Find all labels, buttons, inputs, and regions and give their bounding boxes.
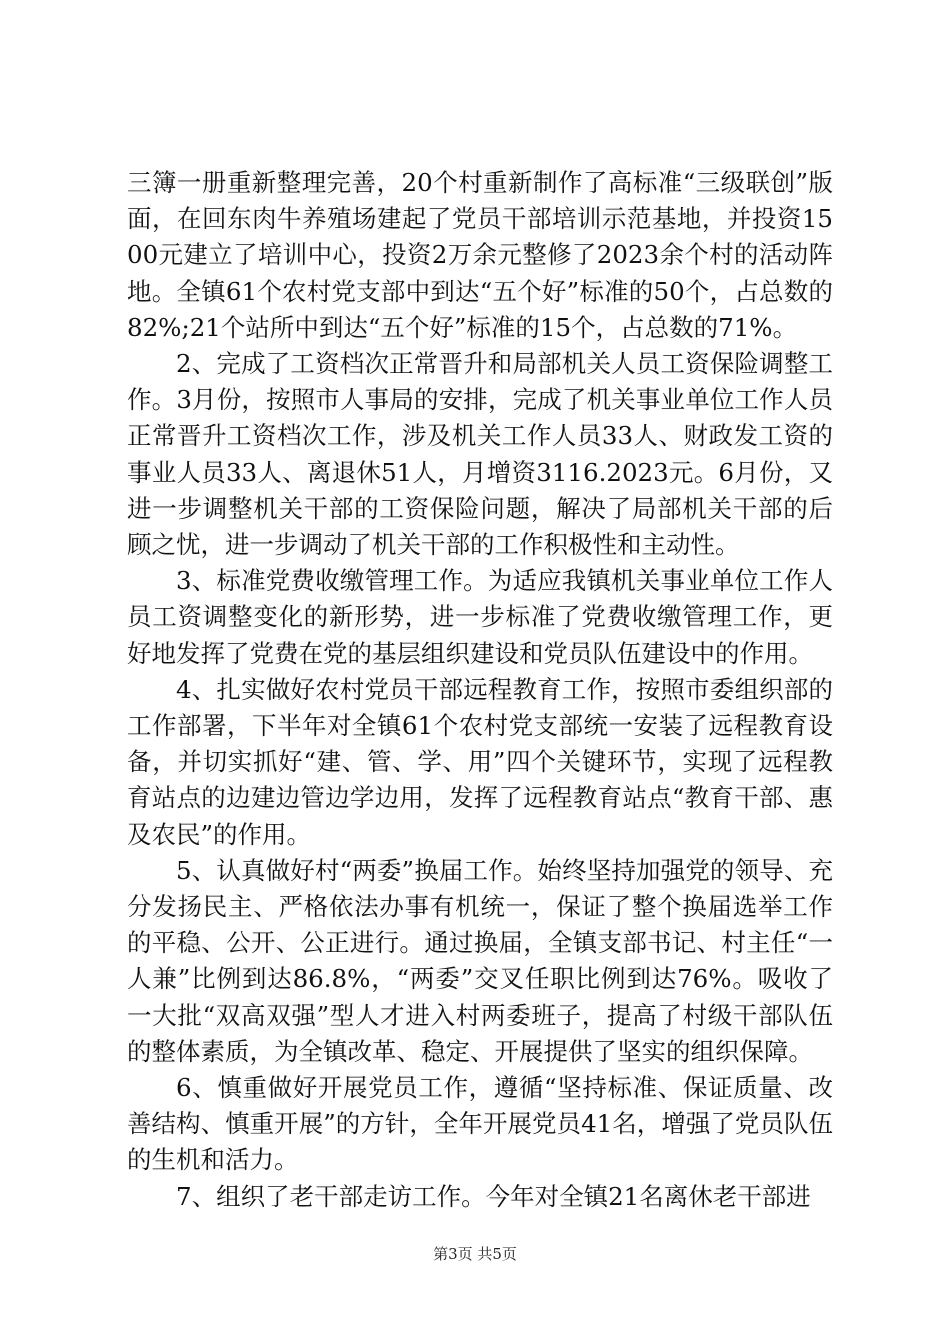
paragraph-item-3: 3、标准党费收缴管理工作。为适应我镇机关事业单位工作人员工资调整变化的新形势，进一步标准了党费收缴管理工作，更好地发挥了党费在党的基层组织建设和党员队伍建设中的作用。 <box>127 566 833 668</box>
paragraph-item-5: 5、认真做好村“两委”换届工作。始终坚持加强党的领导、充分发扬民主、严格依法办事有机统一，保证了整个换届选举工作的平稳、公开、公正进行。通过换届，全镇支部书记、村主任“一人兼”比例到达86.8%，“两委”交叉任职比例到达76%。吸收了一大批“双高双强”型人才进入村两委班子，提高了村级干部队伍的整体素质，为全镇改革、稳定、开展提供了坚实的组织保障。 <box>127 855 833 1066</box>
document-body <box>127 165 833 1215</box>
paragraph-item-7: 7、组织了老干部走访工作。今年对全镇21名离休老干部进 <box>176 1181 811 1211</box>
paragraph-item-6: 6、慎重做好开展党员工作，遵循“坚持标准、保证质量、改善结构、慎重开展”的方针，全年开展党员41名，增强了党员队伍的生机和活力。 <box>127 1073 833 1175</box>
paragraph-item-2: 2、完成了工资档次正常晋升和局部机关人员工资保险调整工作。3月份，按照市人事局的安排，完成了机关事业单位工作人员正常晋升工资档次工作，涉及机关工作人员33人、财政发工资的事业人员33人、离退休51人，月增资3116.2023元。6月份，又进一步调整机关干部的工资保险问题，解决了局部机关干部的后顾之忧，进一步调动了机关干部的工作积极性和主动性。 <box>127 349 833 560</box>
paragraph-item-4: 4、扎实做好农村党员干部远程教育工作，按照市委组织部的工作部署，下半年对全镇61个农村党支部统一安装了远程教育设备，并切实抓好“建、管、学、用”四个关键环节，实现了远程教育站点的边建边管边学边用，发挥了远程教育站点“教育干部、惠及农民”的作用。 <box>127 674 833 849</box>
paragraph-continuation: 三簿一册重新整理完善，20个村重新制作了高标准“三级联创”版面，在回东肉牛养殖场建起了党员干部培训示范基地，并投资1500元建立了培训中心，投资2万余元整修了2023余个村的活动阵地。全镇61个农村党支部中到达“五个好”标准的50个，占总数的82%;21个站所中到达“五个好”标准的15个，占总数的71%。 <box>127 168 833 342</box>
page-number-footer: 第3页 共5页 <box>433 1245 517 1263</box>
